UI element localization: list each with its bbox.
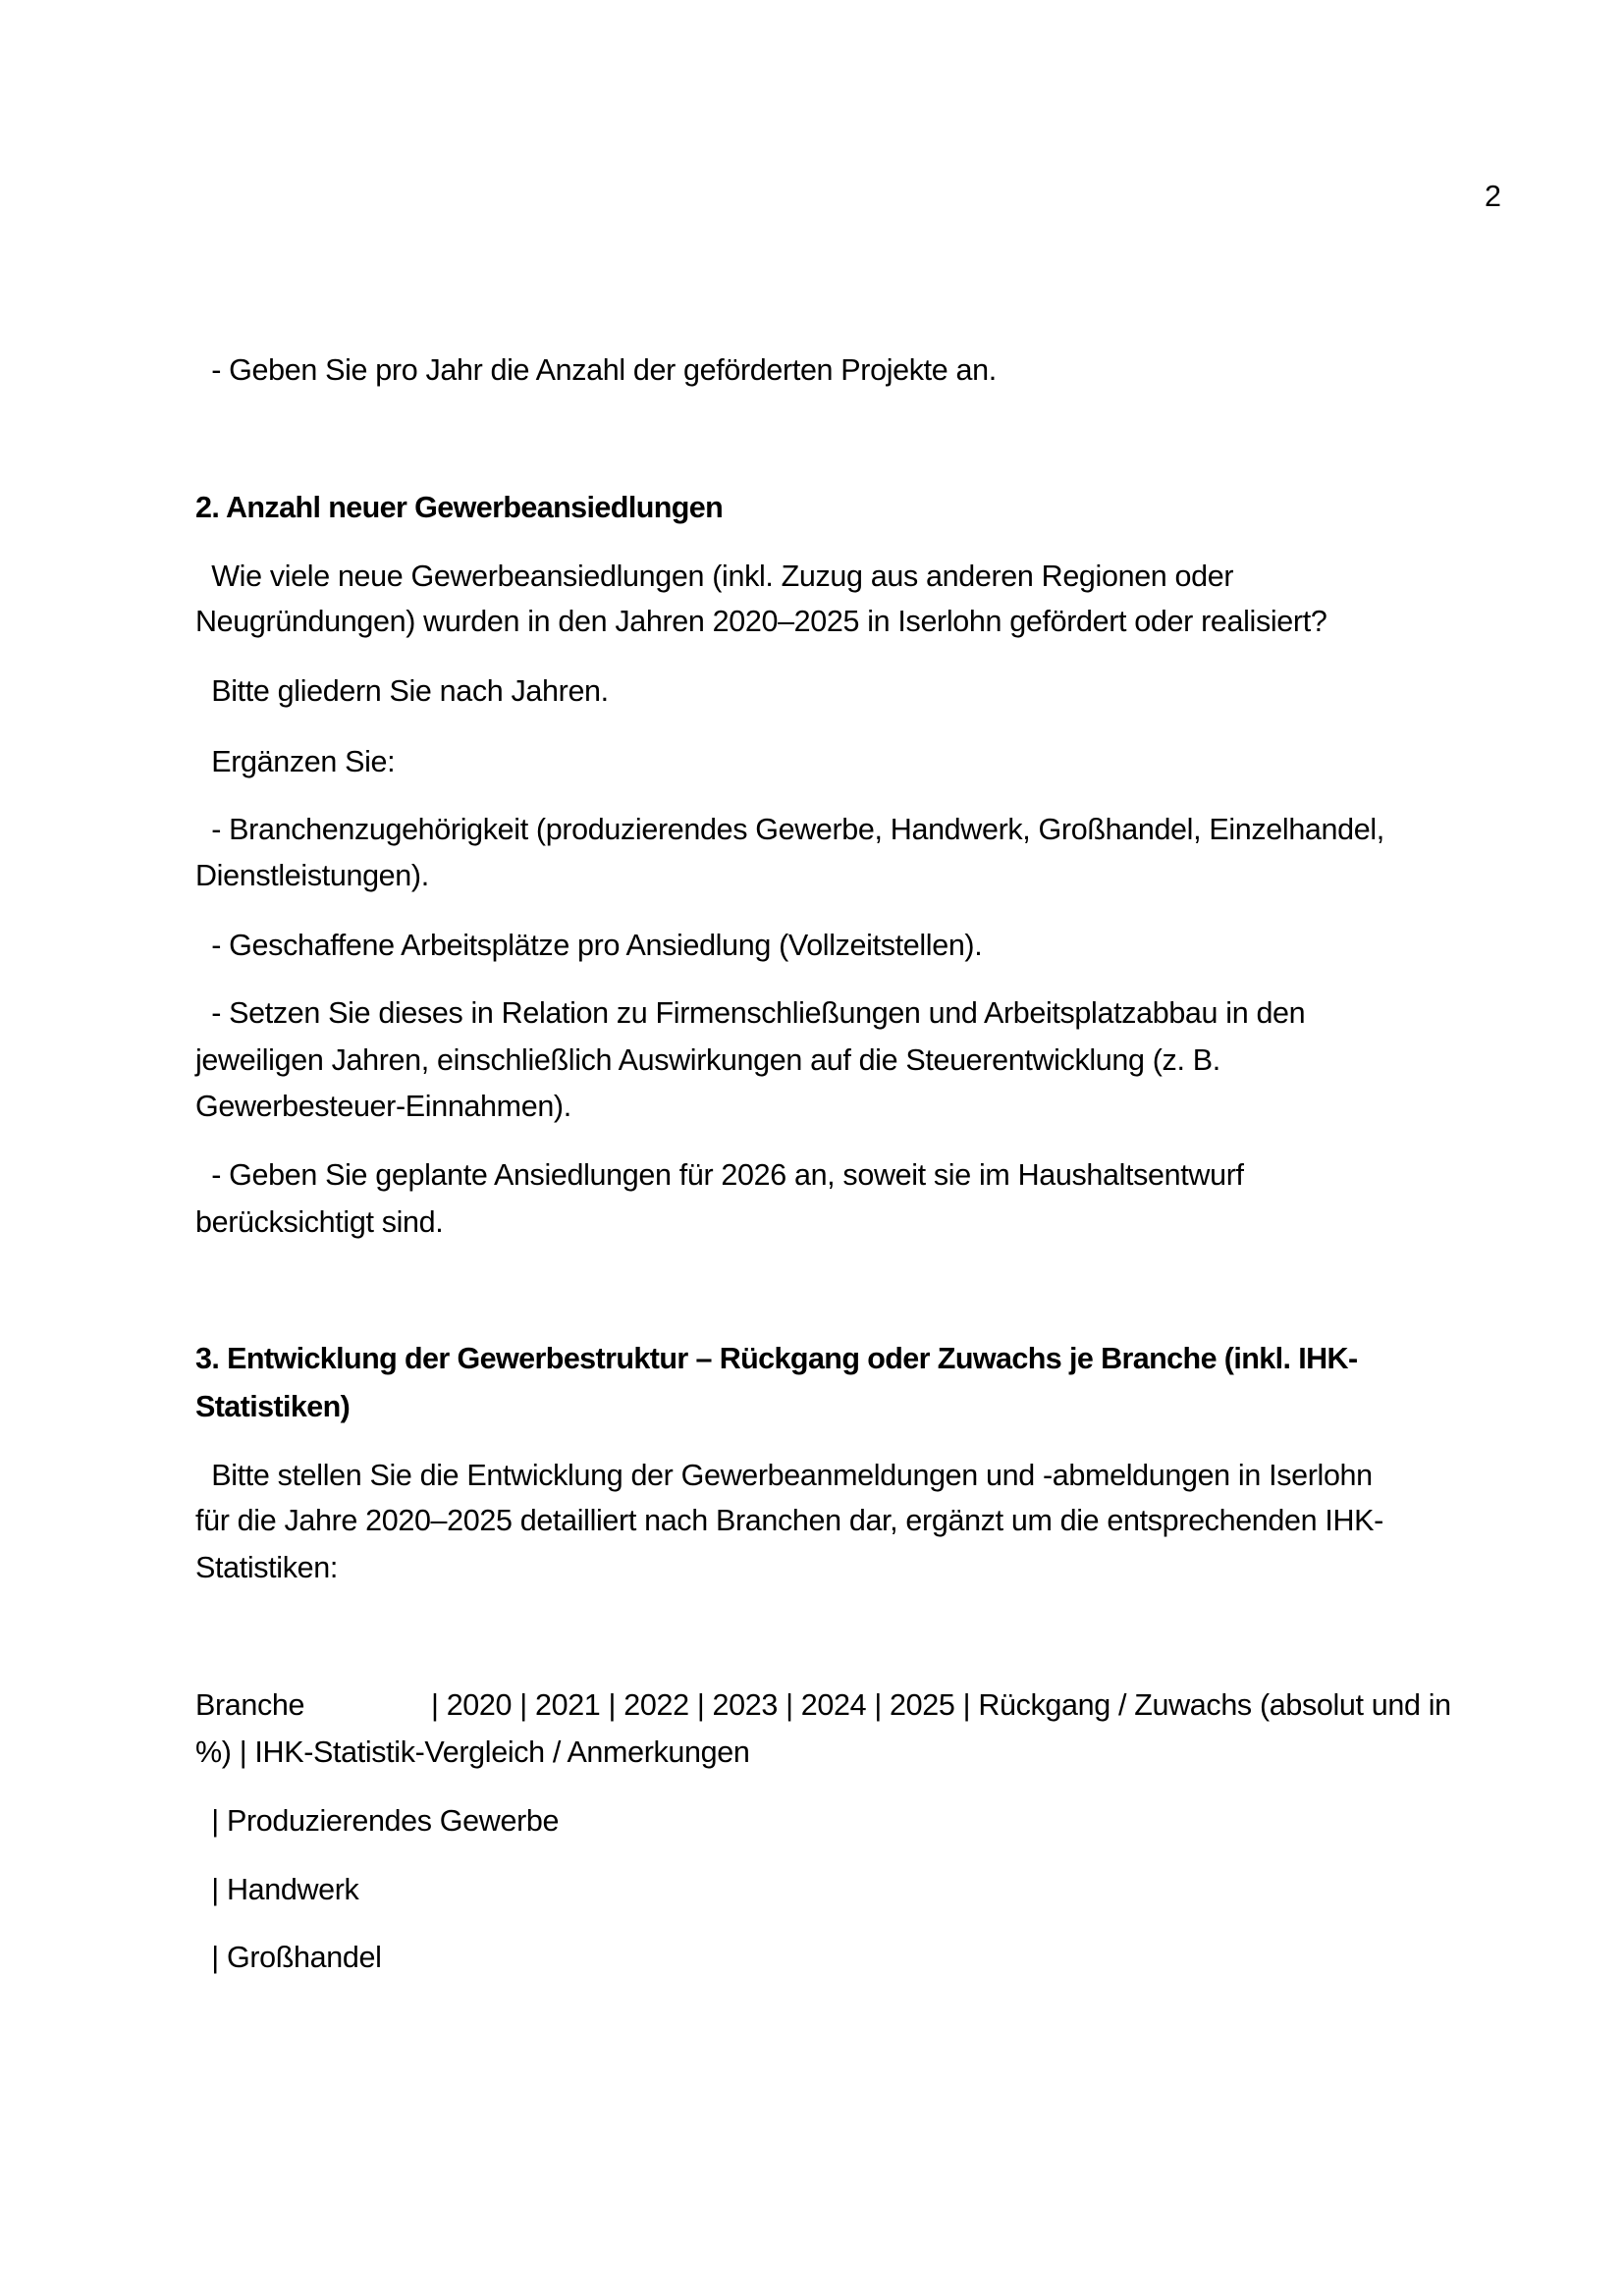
- section-2-heading: 2. Anzahl neuer Gewerbeansiedlungen: [195, 491, 724, 524]
- table-header-columns: | 2020 | 2021 | 2022 | 2023 | 2024 | 2025 | Rückgang / Zuwachs (absolut und in: [431, 1688, 1451, 1722]
- table-row: | Handwerk: [195, 1873, 359, 1906]
- section-2-question-line: Neugründungen) wurden in den Jahren 2020–2025 in Iserlohn gefördert oder realisiert?: [195, 605, 1327, 638]
- section-2-question-line: Wie viele neue Gewerbeansiedlungen (inkl. Zuzug aus anderen Regionen oder: [195, 560, 1234, 593]
- section-2-item-line: - Geben Sie geplante Ansiedlungen für 2026 an, soweit sie im Haushaltsentwurf: [195, 1158, 1244, 1192]
- table-row: | Großhandel: [195, 1941, 382, 1974]
- section-2-item-line: Gewerbesteuer-Einnahmen).: [195, 1090, 571, 1123]
- section-2-instruction: Bitte gliedern Sie nach Jahren.: [195, 674, 609, 708]
- intro-line: - Geben Sie pro Jahr die Anzahl der geförderten Projekte an.: [195, 353, 997, 387]
- section-2-item-line: jeweiligen Jahren, einschließlich Auswirkungen auf die Steuerentwicklung (z. B.: [195, 1043, 1220, 1077]
- section-2-supplement-label: Ergänzen Sie:: [195, 745, 396, 778]
- section-3-intro-line: für die Jahre 2020–2025 detailliert nach Branchen dar, ergänzt um die entsprechenden IHK-: [195, 1504, 1383, 1537]
- section-2-item-line: berücksichtigt sind.: [195, 1205, 444, 1239]
- section-3-heading: 3. Entwicklung der Gewerbestruktur – Rückgang oder Zuwachs je Branche (inkl. IHK-: [195, 1342, 1358, 1375]
- section-2-item-line: - Setzen Sie dieses in Relation zu Firmenschließungen und Arbeitsplatzabbau in den: [195, 996, 1306, 1030]
- section-2-item-line: Dienstleistungen).: [195, 859, 429, 892]
- section-3-intro-line: Bitte stellen Sie die Entwicklung der Gewerbeanmeldungen und -abmeldungen in Iserlohn: [195, 1459, 1373, 1492]
- section-2-item-line: - Geschaffene Arbeitsplätze pro Ansiedlung (Vollzeitstellen).: [195, 929, 983, 962]
- section-3-intro-line: Statistiken:: [195, 1551, 338, 1584]
- table-header-line: %) | IHK-Statistik-Vergleich / Anmerkungen: [195, 1735, 750, 1769]
- table-header-line: [195, 1682, 1451, 1729]
- section-3-heading: Statistiken): [195, 1390, 351, 1423]
- page-number: 2: [1485, 180, 1501, 213]
- table-header-first-col: Branche: [195, 1688, 305, 1722]
- table-row: | Produzierendes Gewerbe: [195, 1804, 560, 1838]
- section-2-item-line: - Branchenzugehörigkeit (produzierendes Gewerbe, Handwerk, Großhandel, Einzelhandel,: [195, 813, 1384, 846]
